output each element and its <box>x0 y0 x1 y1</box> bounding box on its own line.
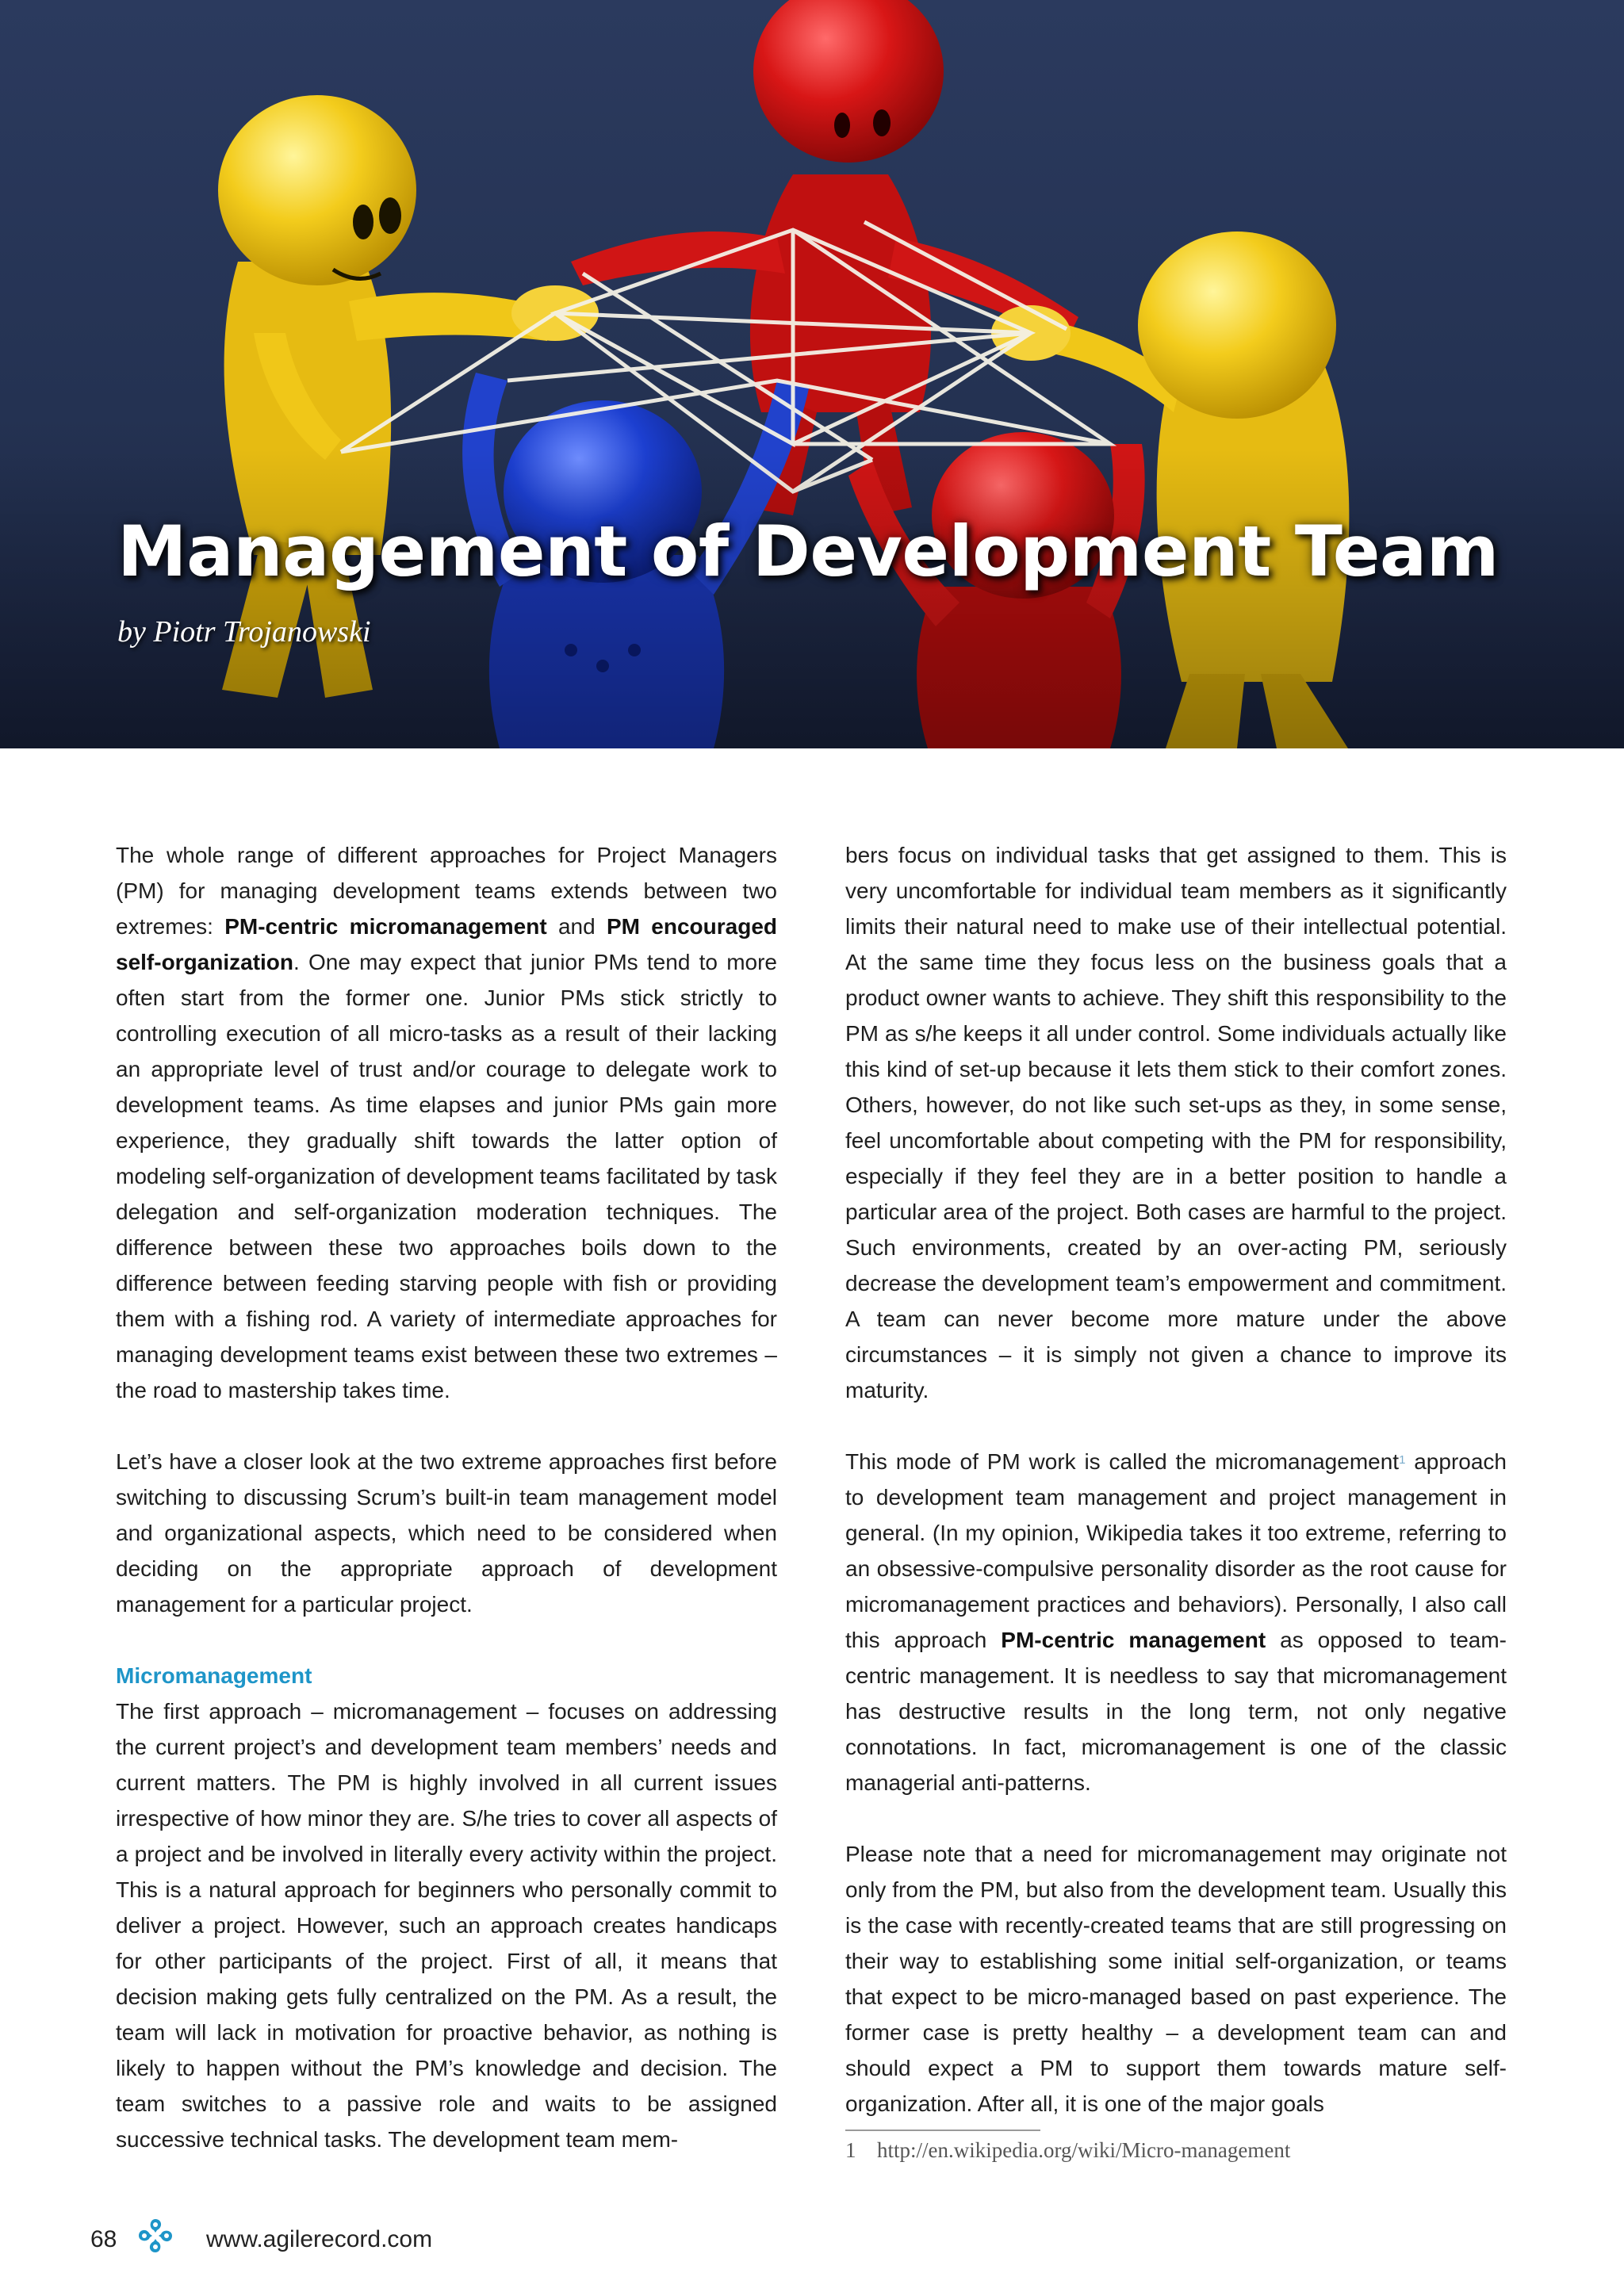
bold-term-micromanagement: PM-centric micromanagement <box>224 914 547 939</box>
paragraph-note: Please note that a need for micromanagement may originate not only from the PM, but also from the development team. Usually this is the case with recently-created teams that are still progressing on their way to establishing some initial self-organization, or teams that expect to be micro-managed based on past experience. The former case is pretty healthy – a development team can and should expect a PM to support them towards mature self-organization. After all, it is one of the major goals <box>845 1842 1507 2116</box>
paragraph-team-members: bers focus on individual tasks that get assigned to them. This is very uncomfortable for individual team members as it significantly limits their natural need to make use of their intellectual potential. At the same time they focus less on the business goals that a product owner wants to achieve. They shift this responsibility to the PM as s/he keeps it all under control. Some individuals actually like this kind of set-up because it lets them stick to their comfort zones. Others, however, do not like such set-ups as they, in some sense, feel uncomfortable about competing with the PM for responsibility, especially if they feel they are in a better position to handle a particular area of the project. Both cases are harmful to the project. Such environments, created by an over-acting PM, seriously decrease the development team’s empowerment and commitment. A team can never become more mature under the above circumstances – it is simply not given a chance to improve its maturity. <box>845 843 1507 1402</box>
site-url[interactable]: www.agilerecord.com <box>206 2226 433 2252</box>
footnote <box>845 2134 1290 2166</box>
footnote-divider <box>845 2130 1040 2131</box>
page-number: 68 <box>90 2226 117 2252</box>
article-title: Management of Development Team <box>117 511 1499 592</box>
paragraph-intro: The whole range of different approaches for Project Managers (PM) for managing development teams extends between two extremes: PM-centric micromanagement and PM encouraged self-organization. One may expect that junior PMs tend to more often start from the former one. Junior PMs stick strictly to controlling execution of all micro-tasks as a result of their lacking an appropriate level of trust and/or courage to delegate work to development teams. As time elapses and junior PMs gain more experience, they gradually shift towards the latter option of modeling self-organization of development teams facilitated by task delegation and self-organization moderation techniques. The difference between these two approaches boils down to the difference between feeding starving people with fish or providing them with a fishing rod. A variety of intermediate approaches for managing development teams exist between these two extremes – the road to mastership takes time. <box>116 843 778 1402</box>
paragraph-first-approach: The first approach – micromanagement – focuses on addressing the current project’s and development team members’ needs and current matters. The PM is highly involved in all current issues irrespective of how minor they are. S/he tries to cover all aspects of a project and be involved in literally every activity within the project. This is a natural approach for beginners who personally commit to deliver a project. However, such an approach creates handicaps for other participants of the project. First of all, it means that decision making gets fully centralized on the PM. As a result, the team will lack in motivation for proactive behavior, as nothing is likely to happen without the PM’s knowledge and decision. The team switches to a passive role and waits to be assigned successive technical tasks. The development team mem- <box>116 1699 777 2152</box>
right-column <box>845 837 1507 2157</box>
footnote-reference[interactable]: 1 <box>1399 1453 1406 1467</box>
author-byline: by Piotr Trojanowski <box>117 615 371 649</box>
section-heading-micromanagement: Micromanagement <box>116 1663 312 1688</box>
paragraph-closer-look: Let’s have a closer look at the two extreme approaches first before switching to discussing Scrum’s built-in team management model and organizational aspects, which need to be considered when deciding on the appropriate approach of development management for a particular project. <box>116 1449 777 1617</box>
paragraph-mode-of-work: This mode of PM work is called the micromanagement$^1$ approach to development team management and project management in general. (In my opinion, Wikipedia takes it too extreme, referring to an obsessive-compulsive personality disorder as the root cause for micromanagement practices and behaviors). Personally, I also call this approach PM-centric management as opposed to team-centric management. It is needless to say that micromanagement has destructive results in the long term, not only negative connotations. In fact, micromanagement is one of the classic managerial anti-patterns. <box>845 1449 1507 1795</box>
agile-record-logo-icon <box>136 2217 174 2255</box>
bold-term-self-organization: PM encouraged self-organization <box>116 914 778 974</box>
bold-term-pm-centric: PM-centric management <box>1001 1628 1266 1652</box>
hero-image <box>0 0 1624 748</box>
left-column <box>116 837 777 2193</box>
footnote-link[interactable]: http://en.wikipedia.org/wiki/Micro-management <box>877 2138 1291 2162</box>
footnote-number: 1 <box>845 2138 856 2162</box>
